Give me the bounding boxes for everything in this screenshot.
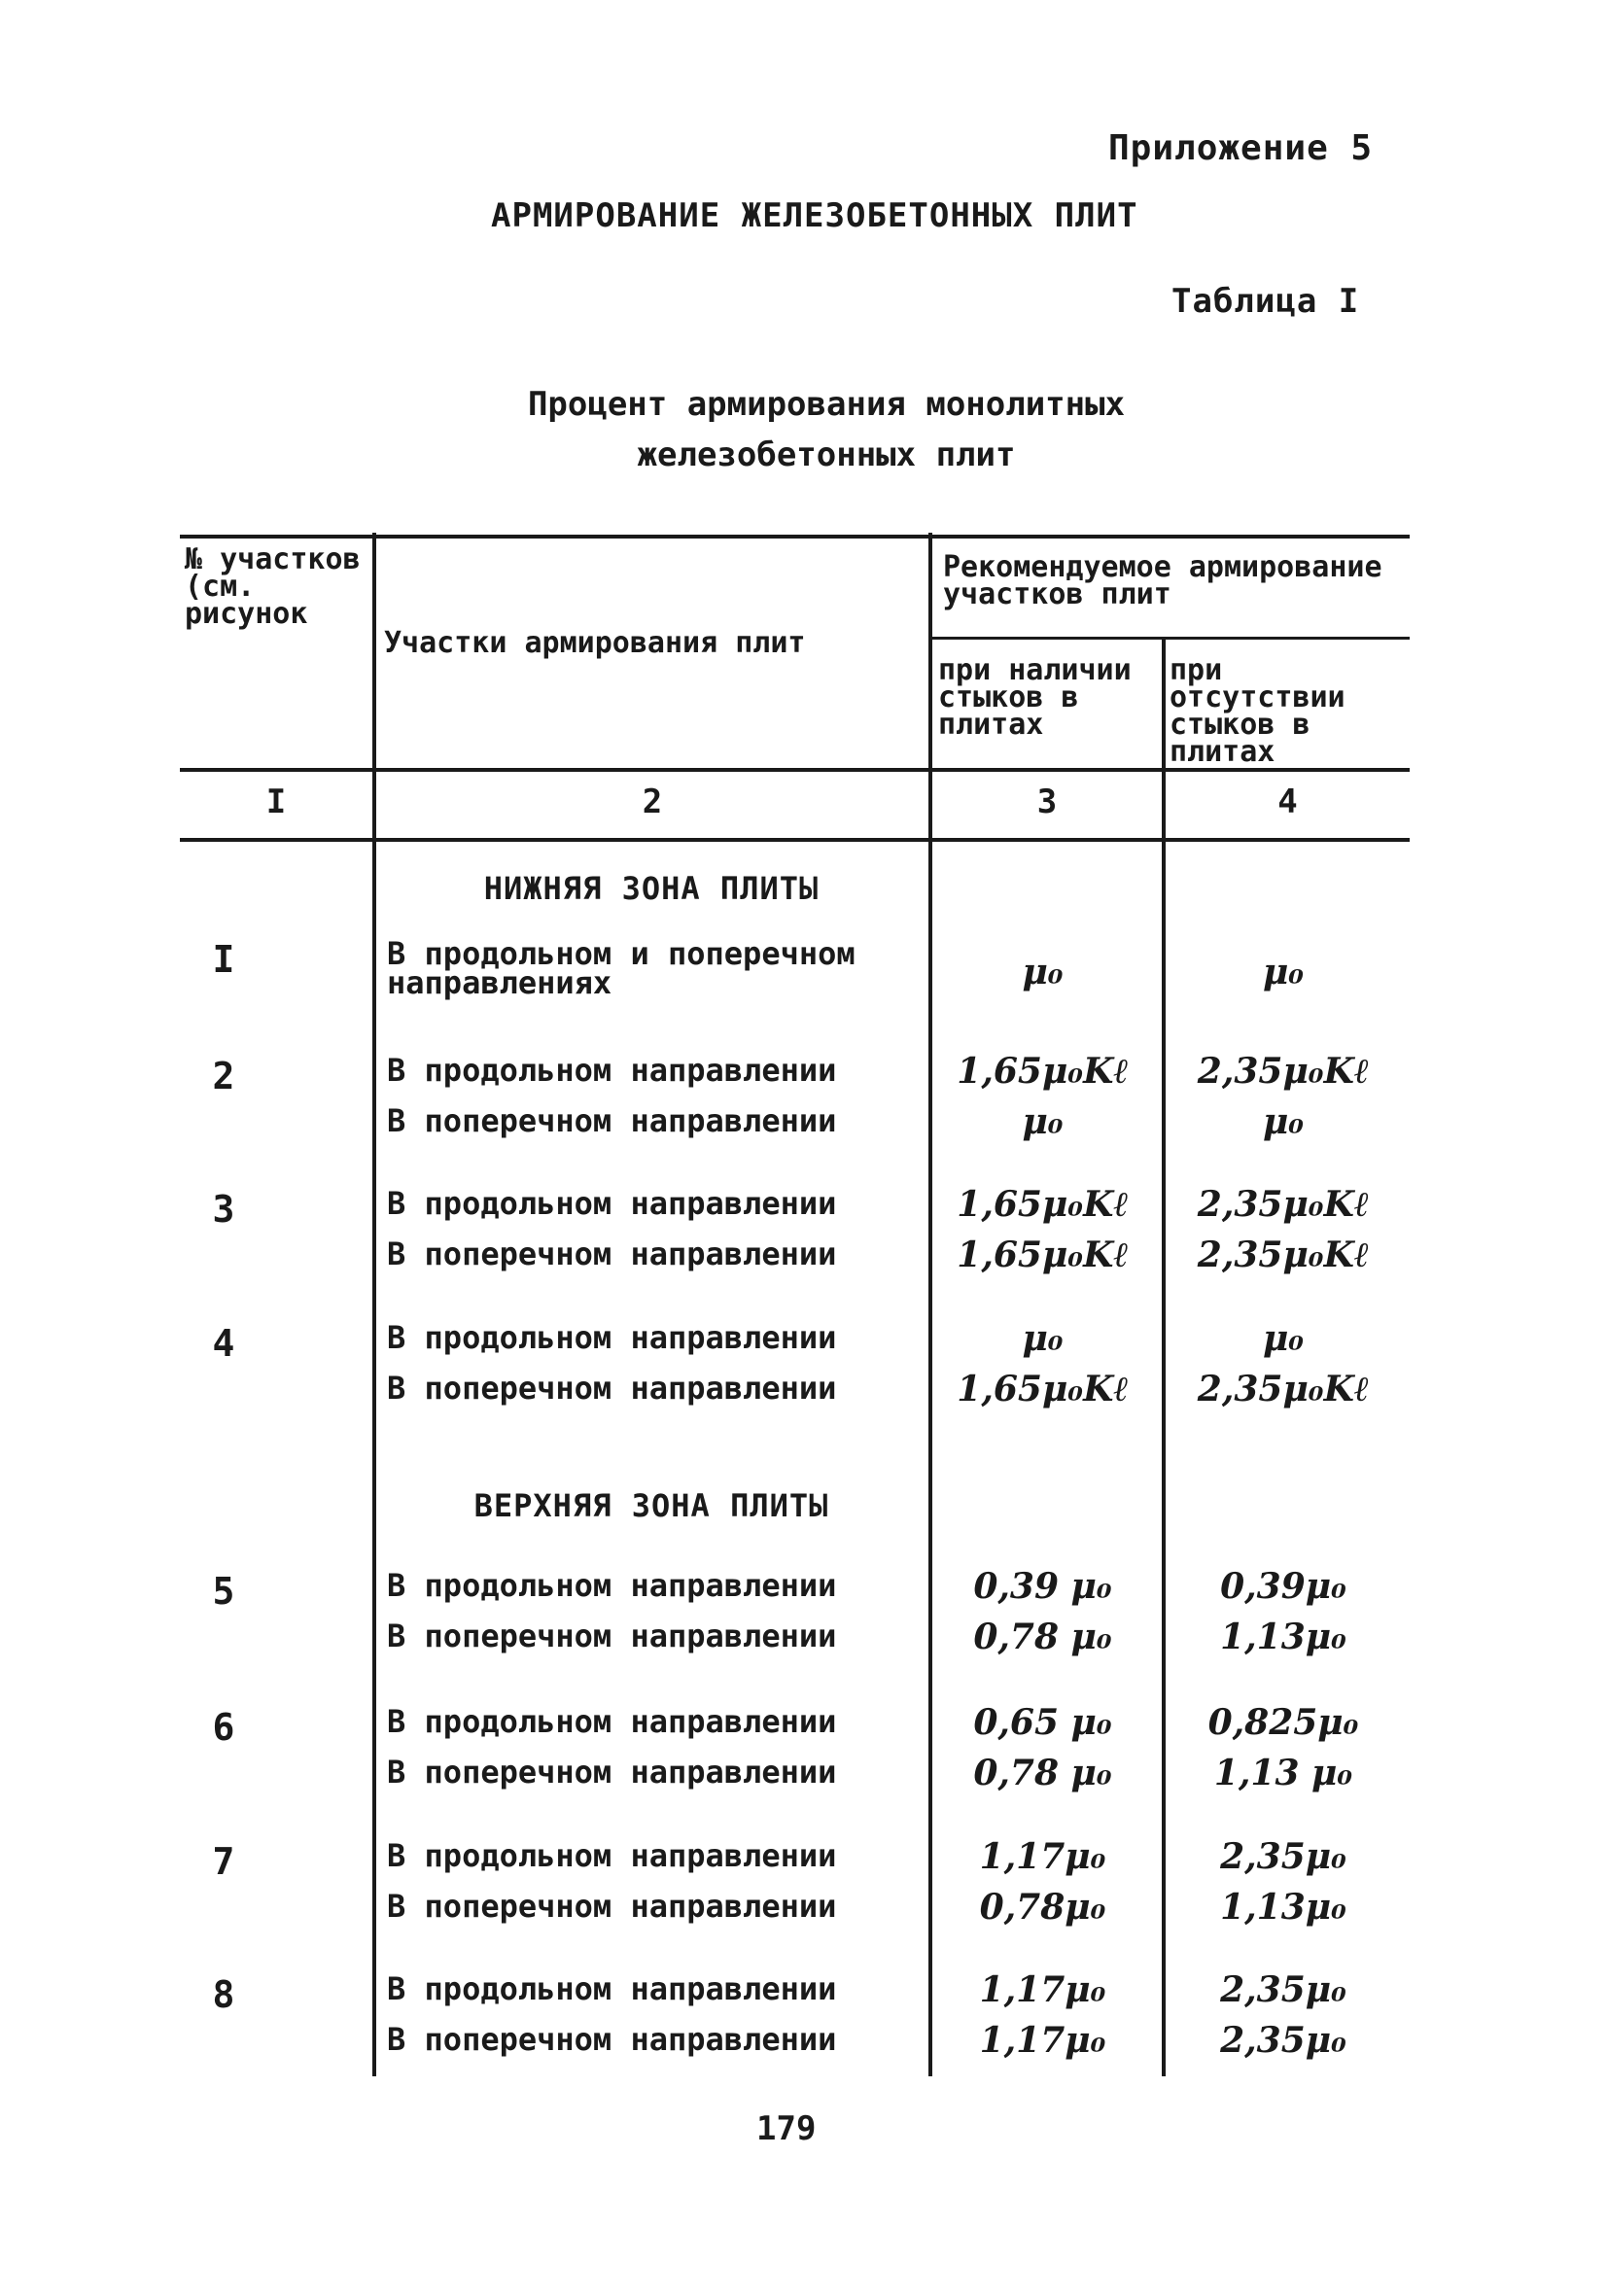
- value-with-joints: 1,65μ₀Kℓ: [957, 1184, 1129, 1225]
- row-description: В продольном направлении: [387, 1970, 837, 2007]
- value-with-joints: 1,65μ₀Kℓ: [957, 1051, 1129, 1092]
- row-description: В поперечном направлении: [387, 1754, 837, 1791]
- row-description: В продольном направлении: [387, 1703, 837, 1740]
- section-title-lower-zone: НИЖНЯЯ ЗОНА ПЛИТЫ: [483, 870, 820, 907]
- column-number-2: 2: [642, 783, 663, 821]
- row-description: В поперечном направлении: [387, 1102, 837, 1139]
- row-description: В продольном направлении: [387, 1185, 837, 1222]
- row-description: В продольном и поперечном: [387, 935, 856, 972]
- value-with-joints: μ₀: [1022, 1318, 1064, 1359]
- row-description: В поперечном направлении: [387, 1888, 837, 1925]
- column-divider-3: [1162, 639, 1166, 2076]
- column-number-1: I: [265, 783, 287, 821]
- value-without-joints: μ₀: [1262, 1318, 1305, 1359]
- value-with-joints: 1,65μ₀Kℓ: [957, 1235, 1129, 1275]
- value-with-joints: 0,78μ₀: [979, 1887, 1106, 1928]
- row-number: I: [212, 938, 235, 981]
- column-number-4: 4: [1277, 783, 1298, 821]
- value-with-joints: μ₀: [1022, 952, 1064, 992]
- subheader-rule: [931, 637, 1410, 640]
- header-without-joints: при отсутствии стыков в плитах: [1170, 653, 1345, 769]
- column-divider-1: [372, 533, 376, 2076]
- value-without-joints: 1,13μ₀: [1220, 1617, 1346, 1657]
- header-reinforcement-areas: Участки армирования плит: [384, 626, 806, 660]
- row-number: 6: [212, 1706, 235, 1749]
- row-number: 3: [212, 1188, 235, 1231]
- column-divider-2: [928, 533, 932, 2076]
- value-with-joints: 1,17μ₀: [979, 1969, 1106, 2010]
- row-description: В продольном направлении: [387, 1052, 837, 1089]
- header-section-number: № участков (см. рисунок: [185, 542, 361, 631]
- value-with-joints: 0,78 μ₀: [973, 1617, 1112, 1657]
- value-without-joints: 2,35μ₀: [1220, 2020, 1346, 2061]
- row-description: В поперечном направлении: [387, 1618, 837, 1654]
- header-recommended-reinforcement: Рекомендуемое армирование участков плит: [943, 550, 1382, 611]
- row-number: 4: [212, 1322, 235, 1365]
- row-description: В продольном направлении: [387, 1837, 837, 1874]
- value-with-joints: 0,39 μ₀: [973, 1566, 1112, 1607]
- row-description: В продольном направлении: [387, 1319, 837, 1356]
- value-without-joints: 0,825μ₀: [1207, 1702, 1359, 1743]
- appendix-label: Приложение 5: [1108, 128, 1374, 168]
- document-title: АРМИРОВАНИЕ ЖЕЛЕЗОБЕТОННЫХ ПЛИТ: [491, 196, 1138, 235]
- table-label: Таблица I: [1171, 282, 1360, 321]
- value-with-joints: 1,17μ₀: [979, 2020, 1106, 2061]
- value-without-joints: 2,35μ₀Kℓ: [1197, 1369, 1370, 1409]
- row-description: В поперечном направлении: [387, 1370, 837, 1407]
- row-number: 8: [212, 1973, 235, 2016]
- value-with-joints: 0,78 μ₀: [973, 1753, 1112, 1793]
- row-number: 5: [212, 1570, 235, 1613]
- header-with-joints: при наличии стыков в плитах: [938, 653, 1132, 742]
- value-with-joints: 0,65 μ₀: [973, 1702, 1112, 1743]
- value-without-joints: μ₀: [1262, 1101, 1305, 1142]
- table-caption: Процент армирования монолитных железобетонных плит: [527, 385, 1126, 474]
- row-description: В поперечном направлении: [387, 2021, 837, 2058]
- value-with-joints: 1,65μ₀Kℓ: [957, 1369, 1129, 1409]
- row-description: В поперечном направлении: [387, 1235, 837, 1272]
- row-number: 2: [212, 1055, 235, 1097]
- table-top-rule: [180, 535, 1410, 539]
- value-without-joints: 2,35μ₀: [1220, 1836, 1346, 1877]
- value-without-joints: μ₀: [1262, 952, 1305, 992]
- page-number: 179: [756, 2109, 817, 2148]
- value-without-joints: 2,35μ₀Kℓ: [1197, 1235, 1370, 1275]
- section-title-upper-zone: ВЕРХНЯЯ ЗОНА ПЛИТЫ: [473, 1487, 829, 1524]
- value-without-joints: 0,39μ₀: [1220, 1566, 1346, 1607]
- column-number-3: 3: [1036, 783, 1058, 821]
- column-numbers-rule: [180, 838, 1410, 842]
- value-without-joints: 2,35μ₀: [1220, 1969, 1346, 2010]
- row-description: В продольном направлении: [387, 1567, 837, 1604]
- value-without-joints: 1,13 μ₀: [1213, 1753, 1353, 1793]
- row-number: 7: [212, 1840, 235, 1883]
- value-with-joints: μ₀: [1022, 1101, 1064, 1142]
- row-description: направлениях: [387, 964, 612, 1001]
- value-without-joints: 2,35μ₀Kℓ: [1197, 1184, 1370, 1225]
- value-with-joints: 1,17μ₀: [979, 1836, 1106, 1877]
- value-without-joints: 2,35μ₀Kℓ: [1197, 1051, 1370, 1092]
- value-without-joints: 1,13μ₀: [1220, 1887, 1346, 1928]
